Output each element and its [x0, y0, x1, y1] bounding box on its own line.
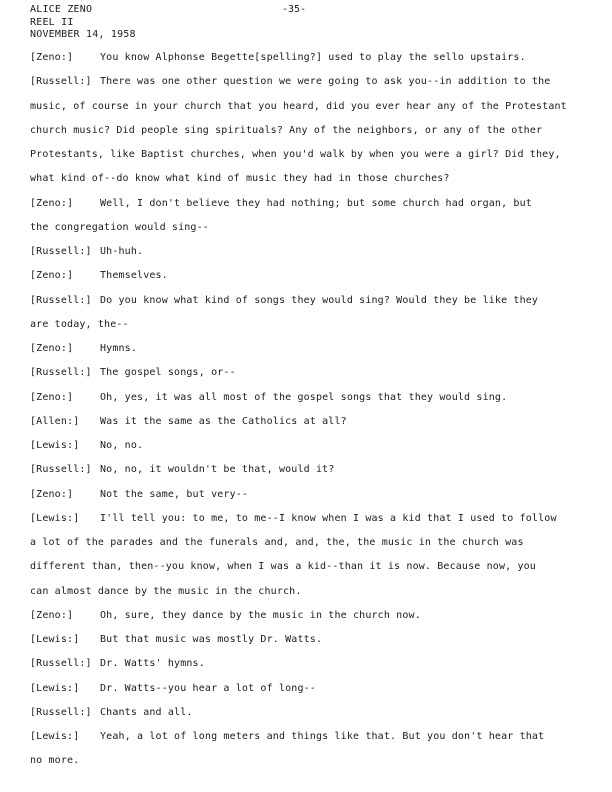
- speaker-label: [Zeno:]: [30, 197, 74, 209]
- document-header: [30, 4, 136, 42]
- speech-text: Well, I don't believe they had nothing; but some church had organ, but: [100, 197, 532, 209]
- speech-text: Uh-huh.: [100, 246, 144, 257]
- speaker-label: [Lewis:]: [30, 512, 80, 524]
- speaker-label: [Russell:]: [30, 367, 92, 379]
- speaker-label: [Lewis:]: [30, 731, 80, 742]
- speaker-label: [Russell:]: [30, 464, 92, 476]
- speech-text: Do you know what kind of songs they would sing? Would they be like they: [100, 294, 539, 306]
- speech-text: The gospel songs, or--: [100, 367, 236, 379]
- page-number: -35-: [282, 4, 307, 15]
- speech-text: You know Alphonse Begette[spelling?] used to play the sello upstairs.: [100, 52, 526, 63]
- speaker-label: [Lewis:]: [30, 634, 80, 645]
- speaker-label: [Zeno:]: [30, 52, 74, 63]
- speech-text: are today, the--: [30, 318, 129, 330]
- speaker-label: [Zeno:]: [30, 343, 74, 354]
- speech-text: can almost dance by the music in the church.: [30, 585, 302, 597]
- speaker-label: [Zeno:]: [30, 391, 74, 403]
- speech-text: church music? Did people sing spirituals? Any of the neighbors, or any of the other: [30, 124, 543, 136]
- speaker-label: [Zeno:]: [30, 270, 74, 282]
- speaker-label: [Russell:]: [30, 246, 92, 257]
- speech-text: Hymns.: [100, 343, 138, 354]
- speech-text: I'll tell you: to me, to me--I know when I was a kid that I used to follow: [100, 512, 557, 524]
- speaker-label: [Russell:]: [30, 658, 92, 670]
- speaker-label: [Allen:]: [30, 415, 80, 427]
- speech-text: No, no.: [100, 440, 144, 451]
- interview-date: NOVEMBER 14, 1958: [30, 29, 136, 40]
- speaker-label: [Lewis:]: [30, 440, 80, 451]
- interviewee-name: ALICE ZENO: [30, 4, 93, 15]
- speech-text: different than, then--you know, when I was a kid--than it is now. Because now, you: [30, 561, 536, 573]
- speech-text: Yeah, a lot of long meters and things like that. But you don't hear that: [100, 731, 545, 742]
- speaker-label: [Russell:]: [30, 706, 92, 718]
- reel-number: REEL II: [30, 16, 74, 28]
- speech-text: Themselves.: [100, 270, 168, 282]
- speech-text: Dr. Watts' hymns.: [100, 658, 205, 670]
- speaker-label: [Lewis:]: [30, 682, 80, 694]
- speech-text: music, of course in your church that you heard, did you ever hear any of the Protestant: [30, 100, 567, 112]
- speech-text: But that music was mostly Dr. Watts.: [100, 634, 323, 645]
- speech-text: Chants and all.: [100, 706, 193, 718]
- speech-text: Oh, yes, it was all most of the gospel songs that they would sing.: [100, 391, 508, 403]
- speech-text: no more.: [30, 755, 80, 767]
- speech-text: Dr. Watts--you hear a lot of long--: [100, 682, 316, 694]
- speech-text: Not the same, but very--: [100, 488, 249, 500]
- speech-text: what kind of--do know what kind of music they had in those churches?: [30, 173, 450, 185]
- speech-text: Oh, sure, they dance by the music in the church now.: [100, 609, 421, 621]
- speaker-label: [Russell:]: [30, 76, 92, 88]
- speech-text: Was it the same as the Catholics at all?: [100, 415, 347, 427]
- speech-text: the congregation would sing--: [30, 221, 209, 233]
- speech-text: There was one other question we were going to ask you--in addition to the: [100, 76, 551, 88]
- speech-text: Protestants, like Baptist churches, when you'd walk by when you were a girl? Did they,: [30, 149, 561, 160]
- speaker-label: [Zeno:]: [30, 488, 74, 500]
- speaker-label: [Russell:]: [30, 294, 92, 306]
- speaker-label: [Zeno:]: [30, 609, 74, 621]
- speech-text: No, no, it wouldn't be that, would it?: [100, 464, 335, 476]
- speech-text: a lot of the parades and the funerals and, and, the, the music in the church was: [30, 537, 524, 548]
